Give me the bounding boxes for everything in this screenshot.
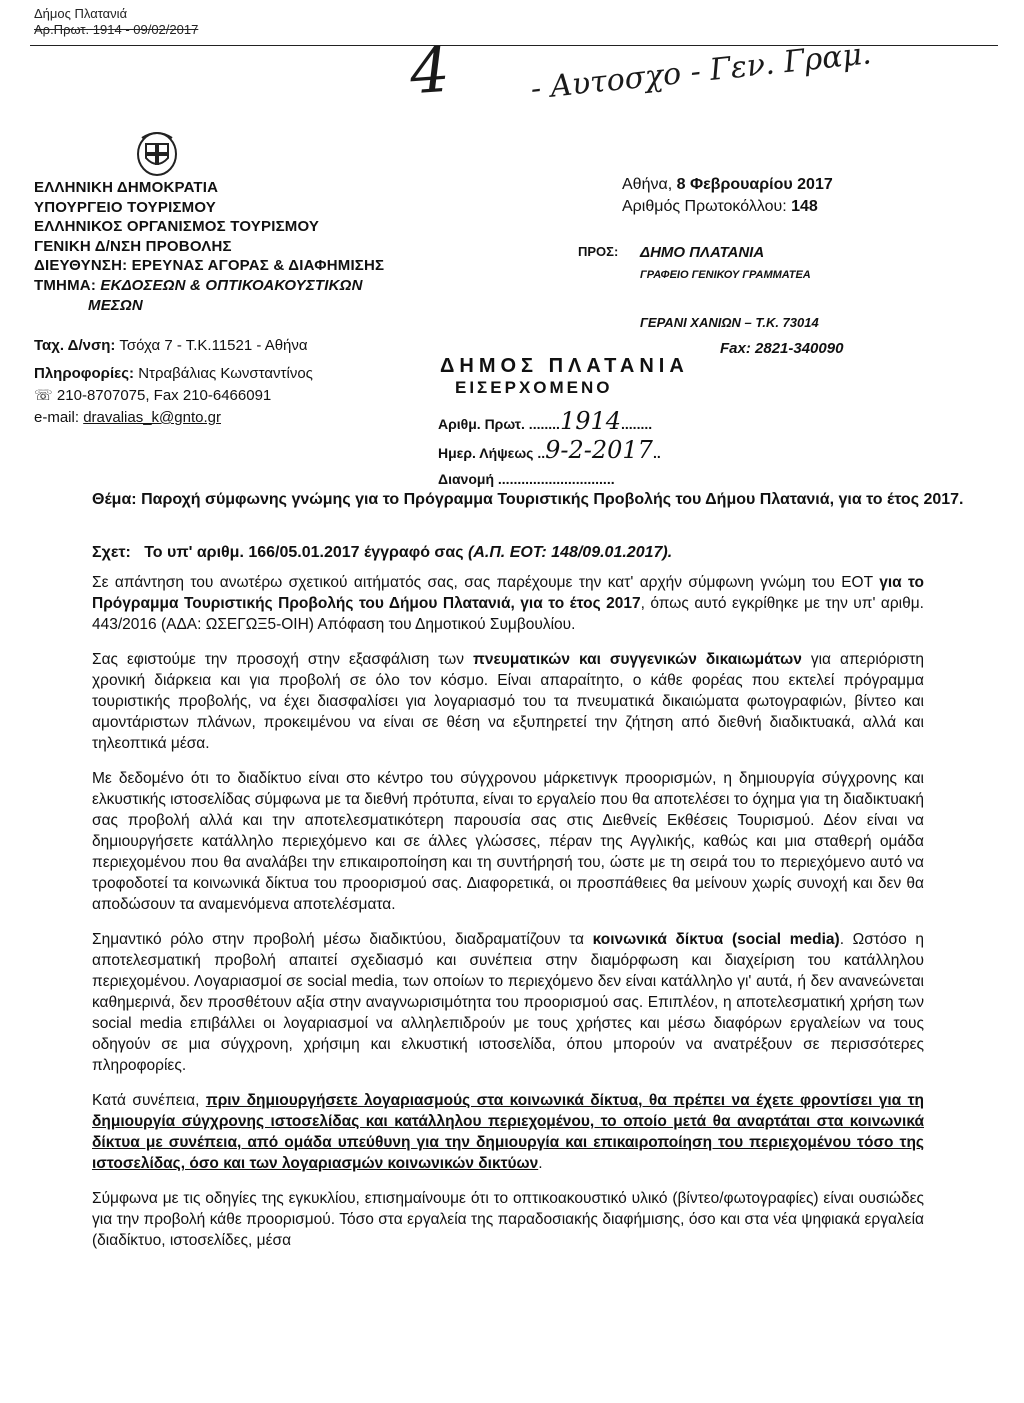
handwritten-mark: 4 [407,32,452,109]
department-label: ΤΜΗΜΑ: [34,276,101,294]
department-value: ΕΚΔΟΣΕΩΝ & ΟΠΤΙΚΟΑΚΟΥΣΤΙΚΩΝ [100,276,363,294]
email-link[interactable]: dravalias_k@gnto.gr [83,409,221,426]
recipient-name: ΔΗΜΟ ΠΛΑΤΑΝΙΑ [640,244,765,261]
contact-block [34,335,313,429]
text-run: . Ωστόσο η αποτελεσματική προβολή απαιτεί σχεδιασμό και συνέπεια στην διαμόρφωση και διαχείριση του κατάλληλου περιεχομένου. Λογαριασμοί σε social media, των οποίων το περιεχόμενο δεν είναι κατάλληλο γι' αυτά, ή δεν ανανεώνεται καθημερινά, δεν προσθέτουν αξία στην αναγνωρισιμότητα του προορισμού σας. Επιπλέον, η αποτελεσματική χρήση των social media επιβάλλει οι λογαριασμοί να αλληλεπιδρούν με τους χρήστες και μέσω διαφόρων εργαλείων να τους οδηγούν σε μια σύγχρονη, χρήσιμη και ελκυστική ιστοσελίδα, όπου μπορούν να ανατρέξουν σε περισσότερες πληροφορίες. [92,931,924,1074]
date-value: 8 Φεβρουαρίου 2017 [676,176,833,193]
paragraph [92,649,924,754]
stamp-title: ΔΗΜΟΣ ΠΛΑΤΑΝΙΑ [440,355,689,377]
stamp-distribution-row: Διανομή .............................. [438,471,615,487]
reference-number: (Α.Π. ΕΟΤ: 148/09.01.2017). [467,544,673,561]
recipient-block [640,242,819,334]
text-run: , όπως αυτό εγκρίθηκε με την υπ' αριθμ. 443/2016 (ΑΔΑ: ΩΣΕΓΩΞ5-ΟΙΗ) Απόφαση του Δημοτικού Συμβουλίου. [92,595,924,633]
header-protocol: Αρ.Πρωτ. 1914 - 09/02/2017 [34,22,199,37]
date-block [622,174,833,218]
text-run: . [538,1155,543,1172]
stamp-protocol-row: Αριθμ. Πρωτ. ........1914........ [438,407,653,435]
sender-line: ΔΙΕΥΘΥΝΣΗ: ΕΡΕΥΝΑΣ ΑΓΟΡΑΣ & ΔΙΑΦΗΜΙΣΗΣ [34,257,385,275]
stamp-protocol-label: Αριθμ. Πρωτ. [438,416,525,432]
protocol-label: Αριθμός Πρωτοκόλλου: [622,198,792,215]
paragraph [92,1090,924,1174]
info-label: Πληροφορίες: [34,365,135,382]
recipient-label: ΠΡΟΣ: [578,244,619,259]
date-prefix: Αθήνα, [622,176,677,193]
handwritten-note: - Αυτοσχο - Γεν. Γραμ. [529,36,873,107]
paragraph: Σύμφωνα με τις οδηγίες της εγκυκλίου, επισημαίνουμε ότι το οπτικοακουστικό υλικό (βίντεο/φωτογραφίες) είναι ουσιώδες για την προβολή κάθε προορισμού. Τόσο στα εργαλεία της παραδοσιακής διαφήμισης, όσο και στα νέα ψηφιακά εργαλεία (διαδίκτυο, ιστοσελίδες, μέσα [92,1190,924,1249]
stamp-date-label: Ημερ. Λήψεως [438,445,534,461]
text-run-bold-underline: πριν δημιουργήσετε λογαριασμούς στα κοινωνικά δίκτυα, θα πρέπει να έχετε φροντίσει για τη δημιουργία σύγχρονης ιστοσελίδας και κατάλληλου περιεχομένου, το οποίο μετά θα αναρτάται στα κοινωνικά δίκτυα με συνέπεια, από ομάδα υπεύθυνη για την δημιουργία και επικαιροποίηση του περιεχομένου τόσο της ιστοσελίδας, όσο και των λογαριασμών κοινωνικών δικτύων [92,1092,924,1172]
sender-line: ΓΕΝΙΚΗ Δ/ΝΣΗ ΠΡΟΒΟΛΗΣ [34,237,232,255]
protocol-row [622,196,833,218]
date-row [622,174,833,196]
text-run-bold: κοινωνικά δίκτυα (social media) [592,931,840,948]
recipient-office: ΓΡΑΦΕΙΟ ΓΕΝΙΚΟΥ ΓΡΑΜΜΑΤΕΑ [640,269,811,281]
sender-line [34,276,384,296]
text-run: Κατά συνέπεια, [92,1092,206,1109]
paragraph: Με δεδομένο ότι το διαδίκτυο είναι στο κέντρο του σύγχρονου μάρκετινγκ προορισμών, η δημιουργία σύγχρονης και ελκυστικής ιστοσελίδας σύμφωνα με τα διεθνή πρότυπα, είναι το εργαλείο που θα αποτελέσει το όχημα για τη διαδικτυακή σας προβολή αλλά και την αποτελεσματικότερη παρουσία σας στις Διεθνείς Εκθέσεις Τουρισμού. Δέον είναι να δημιουργήσετε κατάλληλο περιεχόμενο και σε άλλες γλώσσες, πέραν της Αγγλικής, καθώς και μια σταθερή ομάδα περιεχομένου που θα αναλάβει την επικαιροποίηση και τη συντήρησή του, ώστε με τη σειρά του το περιεχόμενο αυτό να τροφοδοτεί τα κοινωνικά δίκτυα του προορισμού σας. Διαφορετικά, οι προσπάθειες θα μείνουν χωρίς συνοχή και δεν θα αποδώσουν τα αναμενόμενα αποτελέσματα. [92,770,924,913]
text-run-bold: πνευματικών και συγγενικών δικαιωμάτων [473,651,802,668]
stamp-fields [438,408,661,492]
reference-label: Σχετ: [92,544,131,561]
sender-block [34,178,384,315]
stamp-date-row: Ημερ. Λήψεως ..9-2-2017.. [438,436,661,464]
address-value: Τσόχα 7 - Τ.Κ.11521 - Αθήνα [119,337,308,354]
info-row [34,363,313,385]
protocol-number: 148 [791,198,818,215]
recipient-address: ΓΕΡΑΝΙ ΧΑΝΙΩΝ – Τ.Κ. 73014 [640,315,819,330]
email-label: e-mail: [34,409,80,426]
address-label: Ταχ. Δ/νση: [34,337,116,354]
reference [92,544,672,562]
email-row [34,407,313,429]
letter-body [92,572,924,1265]
municipality-name: Δήμος Πλατανιά [34,6,128,21]
stamp-distribution-label: Διανομή [438,471,495,487]
text-run: Σε απάντηση του ανωτέρω σχετικού αιτήματός σας, σας παρέχουμε την κατ' αρχήν σύμφωνη γνώμη του ΕΟΤ [92,574,880,591]
sender-line: ΜΕΣΩΝ [88,296,143,314]
subject-label: Θέμα: [92,491,137,508]
text-run: για απεριόριστη χρονική διάρκεια και για προβολή σε όλο τον κόσμο. Είναι απαραίτητο, ο κάθε φορέας που εκτελεί πρόγραμμα τουριστικής προβολής, να έχει διασφαλίσει για λογαριασμό του τα πνευματικά δικαιώματα φωτογραφιών, βίντεο και αμοντάριστων πλάνων, προκειμένου να είναι σε θέση να εξυπηρετεί την ζήτηση από διεθνή διαδικτυακά, αλλά και τηλεοπτικά μέσα. [92,651,924,752]
address-row [34,335,313,357]
text-run: Σημαντικό ρόλο στην προβολή μέσω διαδικτύου, διαδραματίζουν τα [92,931,593,948]
subject [92,488,982,512]
sender-line: ΥΠΟΥΡΓΕΙΟ ΤΟΥΡΙΣΜΟΥ [34,198,216,216]
paragraph [92,929,924,1076]
stamp-fax: Fax: 2821-340090 [720,340,844,357]
stamp-protocol-value: 1914 [559,407,622,435]
paragraph [92,572,924,635]
sender-line: ΕΛΛΗΝΙΚΗ ΔΗΜΟΚΡΑΤΙΑ [34,179,219,196]
greek-emblem-icon [136,128,178,176]
phone-row: ☏ 210-8707075, Fax 210-6466091 [34,387,272,404]
subject-text: Παροχή σύμφωνης γνώμης για το Πρόγραμμα Τουριστικής Προβολής του Δήμου Πλατανιά, για το έτος 2017. [141,491,964,508]
stamp-subtitle: ΕΙΣΕΡΧΟΜΕΝΟ [455,378,613,397]
text-run-bold: για το Πρόγραμμα Τουριστικής Προβολής του Δήμου Πλατανιά, για το έτος 2017 [92,574,925,612]
stamp-date-value: 9-2-2017 [545,436,653,464]
text-run: Σας εφιστούμε την προσοχή στην εξασφάλιση των [92,651,474,668]
reference-text: Το υπ' αριθμ. 166/05.01.2017 έγγραφό σας [144,544,464,561]
document-header [34,6,198,38]
info-value: Ντραβάλιας Κωνσταντίνος [138,365,313,382]
sender-line: ΕΛΛΗΝΙΚΟΣ ΟΡΓΑΝΙΣΜΟΣ ΤΟΥΡΙΣΜΟΥ [34,218,320,236]
